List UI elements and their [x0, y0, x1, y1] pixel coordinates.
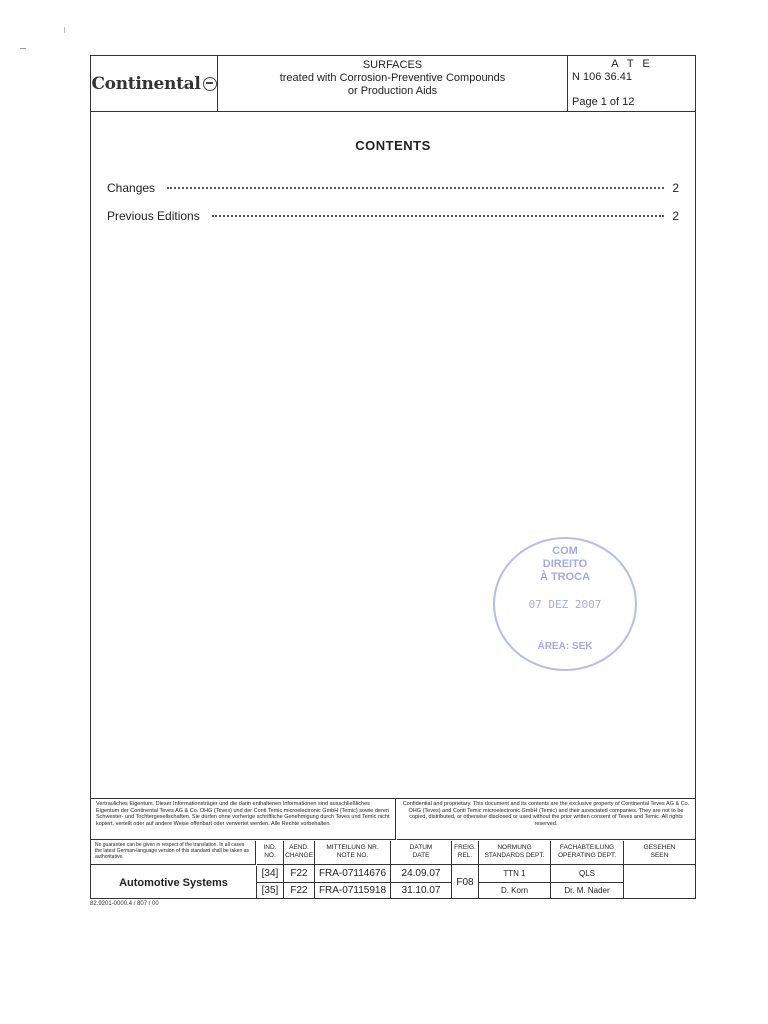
toc-leader	[167, 186, 664, 189]
footer-block	[91, 798, 695, 899]
received-stamp	[493, 537, 637, 671]
standards-dept-name: D. Korn	[500, 886, 529, 895]
horse-emblem-icon	[203, 77, 217, 91]
toc-page: 2	[672, 181, 679, 195]
document-page	[90, 55, 696, 899]
confidential-notice-de: Vertrauliches Eigentum. Dieser Informationsträger und die darin enthaltenen Informationen sind ausschließliches Eigentum der Continental Teves AG & Co. OHG (Teves) und der Conti Temic microelectronic GmbH (Temic) sowie deren Schwester- und Tochtergesellschaften. Sie dürfen ohne vorherige schriftliche Genehmigung durch Teves und Temic nicht kopiert, verteilt oder auf andere Weise offenbart oder verwertet werden. Alle Rechte vorbehalten.	[91, 799, 396, 840]
translation-note: No guarantee can be given in respect of the translation. In all cases the latest German-language version of this standard shall be taken as authoritative.	[91, 841, 256, 865]
toc-label: Previous Editions	[107, 209, 200, 223]
operating-dept-name: Dr. M. Nader	[564, 886, 610, 895]
header-block	[91, 56, 695, 112]
scan-artifact	[20, 48, 26, 49]
title-line: treated with Corrosion-Preventive Compounds	[279, 72, 506, 84]
toc-leader	[212, 214, 665, 217]
col-header: FREIG. REL.	[452, 841, 478, 865]
toc-entry	[107, 181, 679, 195]
col-header: GESEHEN SEEN	[624, 841, 695, 865]
document-title	[218, 56, 568, 111]
col-header: IND. NO.	[257, 841, 283, 865]
note-number: FRA-07115918	[318, 885, 387, 896]
title-line: or Production Aids	[347, 85, 438, 97]
index-value: [34]	[257, 866, 283, 883]
col-release	[452, 841, 479, 899]
col-header: DATUM DATE	[391, 841, 451, 865]
note-number: FRA-07114676	[315, 866, 390, 883]
standard-code: A T E	[611, 58, 653, 70]
document-number: N 106 36.41	[572, 71, 632, 83]
date-value: 31.10.07	[401, 885, 441, 896]
toc-page: 2	[672, 209, 679, 223]
col-operating-dept	[551, 841, 624, 899]
col-header: AEND. CHANGE	[284, 841, 314, 865]
contents-heading: CONTENTS	[355, 138, 431, 153]
index-value: [35]	[261, 885, 279, 896]
confidential-notice-en: Confidential and proprietary. This document and its contents are the exclusive property of Continental Teves AG & Co. OHG (Teves) and Conti Temic microelectronic GmbH (Temic) and their associated companies. They are not to be copied, distributed, or otherwise disclosed or used without the prior written consent of Teves and Temic. All rights reserved.	[397, 799, 695, 840]
col-note	[315, 841, 391, 899]
change-value: F22	[290, 885, 308, 896]
col-date	[391, 841, 452, 899]
stamp-date: 07 DEZ 2007	[528, 598, 602, 611]
stamp-line: COM	[552, 545, 578, 557]
release-value: F08	[456, 877, 474, 888]
business-unit: Automotive Systems	[91, 866, 257, 899]
title-line: SURFACES	[362, 59, 423, 71]
toc-label: Changes	[107, 181, 156, 195]
operating-dept-code: QLS	[551, 866, 623, 883]
stamp-area: ÁREA: SEK	[537, 641, 593, 652]
change-value: F22	[284, 866, 314, 883]
col-header: NORMUNG STANDARDS DEPT.	[479, 841, 550, 865]
stamp-line: À TROCA	[539, 571, 591, 583]
standards-dept-code: TTN 1	[479, 866, 550, 883]
form-number: 82.9201-0000.4 / 807 / 00	[90, 901, 159, 907]
logo-cell	[91, 56, 218, 111]
document-id-cell	[569, 56, 695, 111]
company-logo: Continental	[91, 73, 201, 94]
col-header: FACHABTEILUNG OPERATING DEPT.	[551, 841, 623, 865]
col-seen	[624, 841, 695, 899]
col-change	[284, 841, 315, 899]
page-indicator: Page 1 of 12	[572, 96, 635, 108]
col-standards-dept	[479, 841, 551, 899]
toc-entry	[107, 209, 679, 223]
scan-artifact	[64, 27, 65, 33]
stamp-line: DIREITO	[542, 558, 588, 570]
col-index	[257, 841, 284, 899]
date-value: 24.09.07	[391, 866, 451, 883]
col-header: MITTEILUNG NR. NOTE NO.	[315, 841, 390, 865]
